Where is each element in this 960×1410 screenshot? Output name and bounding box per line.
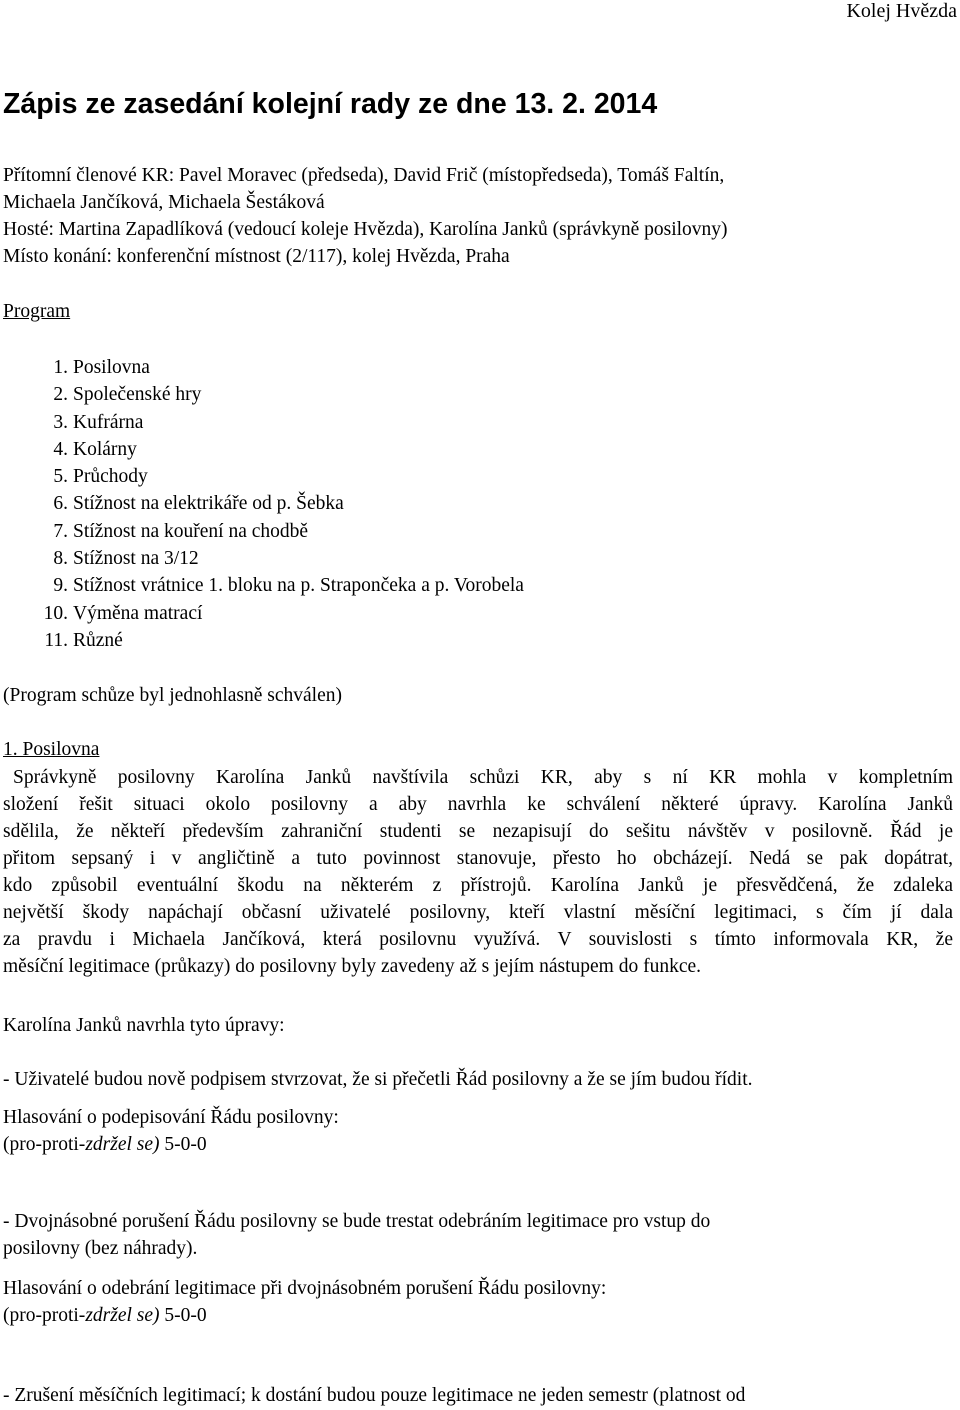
attendance-members-line1: Přítomní členové KR: Pavel Moravec (předseda), David Frič (místopředseda), Tomáš Faltín, (3, 165, 725, 186)
program-item (3, 600, 524, 627)
page-header: Kolej Hvězda (846, 0, 957, 22)
program-item-text: Stížnost na 3/12 (73, 548, 199, 570)
program-item-text: Stížnost na kouření na chodbě (73, 520, 309, 542)
vote-1-abstain: zdržel se) (85, 1134, 160, 1155)
proposals-intro: Karolína Janků navrhla tyto úpravy: (3, 1015, 285, 1036)
program-item-text: Různé (73, 629, 123, 651)
vote-1-count: 5-0-0 (159, 1134, 207, 1155)
proposal-2-line2: posilovny (bez náhrady). (3, 1238, 198, 1259)
vote-2 (3, 1275, 606, 1329)
program-item-text: Průchody (73, 466, 148, 488)
program-item-number: 6. (53, 493, 68, 515)
proposal-2-line1: - Dvojnásobné porušení Řádu posilovny se bude trestat odebráním legitimace pro vstup do (3, 1211, 711, 1232)
program-item-number: 11. (44, 629, 68, 651)
attendance-members-line2: Michaela Jančíková, Michaela Šestáková (3, 192, 325, 213)
attendance-venue: Místo konání: konferenční místnost (2/117), kolej Hvězda, Praha (3, 246, 510, 267)
program-item (3, 463, 524, 490)
vote-2-prefix: (pro-proti- (3, 1305, 86, 1326)
vote-1 (3, 1104, 339, 1158)
program-item-number: 5. (53, 466, 68, 488)
program-item (3, 354, 524, 381)
program-item-number: 7. (53, 520, 68, 542)
program-item-number: 1. (53, 357, 68, 378)
paragraph-line: největší škody napáchají občasní uživatelé posilovny, kteří vlastní měsíční legitimaci, s čím jí dala (3, 902, 953, 923)
vote-1-label: Hlasování o podepisování Řádu posilovny: (3, 1107, 339, 1128)
program-item (3, 572, 524, 599)
paragraph-line: složení řešit situaci okolo posilovny a aby navrhla ke schválení některé úpravy. Karolína Janků (3, 794, 953, 815)
program-item (3, 627, 524, 654)
section1-paragraph (3, 764, 953, 980)
program-item (3, 545, 524, 572)
paragraph-line: za pravdu i Michaela Jančíková, která posilovnu využívá. V souvislosti s tímto informovala KR, že (3, 929, 953, 950)
proposal-2 (3, 1208, 710, 1262)
vote-2-abstain: zdržel se) (85, 1305, 160, 1326)
program-item-number: 8. (53, 548, 68, 570)
attendance-guests: Hosté: Martina Zapadlíková (vedoucí koleje Hvězda), Karolína Janků (správkyně posilovny) (3, 219, 728, 240)
paragraph-line: sdělila, že někteří především zahraniční studenti se nezapisují do sešitu návštěv v posilovně. Řád je (3, 821, 953, 842)
page-title: Zápis ze zasedání kolejní rady ze dne 13. 2. 2014 (3, 88, 658, 120)
vote-2-result (3, 1302, 606, 1329)
program-item-text: Kolárny (73, 438, 137, 460)
paragraph-line: kdo způsobil eventuální škodu na některém z přístrojů. Karolína Janků je přesvědčená, že zdaleka (3, 875, 953, 896)
program-item-text: Stížnost na elektrikáře od p. Šebka (73, 493, 344, 515)
paragraph-line: měsíční legitimace (průkazy) do posilovny byly zavedeny až s jejím nástupem do funkce. (3, 956, 702, 977)
program-item (3, 436, 524, 463)
program-item-text: Společenské hry (73, 384, 202, 406)
paragraph-line: Správkyně posilovny Karolína Janků navštívila schůzi KR, aby s ní KR mohla v kompletním (13, 767, 953, 788)
vote-2-count: 5-0-0 (159, 1305, 207, 1326)
program-item-number: 10. (43, 602, 68, 624)
program-item-number: 4. (53, 438, 68, 460)
proposal-1: - Uživatelé budou nově podpisem stvrzovat, že si přečetli Řád posilovny a že se jím budou řídit. (3, 1069, 753, 1090)
vote-1-result (3, 1131, 339, 1158)
program-item (3, 409, 524, 436)
program-heading: Program (3, 301, 71, 322)
program-item-number: 3. (53, 411, 68, 433)
program-item-text: Stížnost vrátnice 1. bloku na p. Strapončeka a p. Vorobela (73, 575, 524, 597)
program-item-number: 2. (53, 384, 68, 406)
vote-1-prefix: (pro-proti- (3, 1134, 86, 1155)
program-item (3, 490, 524, 517)
program-list (3, 354, 524, 654)
section1-heading: 1. Posilovna (3, 739, 100, 760)
proposal-3: - Zrušení měsíčních legitimací; k dostání budou pouze legitimace ne jeden semestr (platnost od (3, 1385, 746, 1406)
attendance-block (3, 162, 728, 270)
program-item-text: Posilovna (73, 357, 150, 378)
program-item-text: Výměna matrací (73, 602, 203, 624)
program-item (3, 518, 524, 545)
paragraph-line: přitom sepsaný i v angličtině a tuto povinnost stanovuje, přesto ho obcházejí. Nedá se pak dopátrat, (3, 848, 953, 869)
program-item-number: 9. (53, 575, 68, 597)
vote-2-label: Hlasování o odebrání legitimace při dvojnásobném porušení Řádu posilovny: (3, 1278, 607, 1299)
program-item (3, 381, 524, 408)
program-approval: (Program schůze byl jednohlasně schválen) (3, 685, 342, 706)
program-item-text: Kufrárna (73, 411, 144, 433)
